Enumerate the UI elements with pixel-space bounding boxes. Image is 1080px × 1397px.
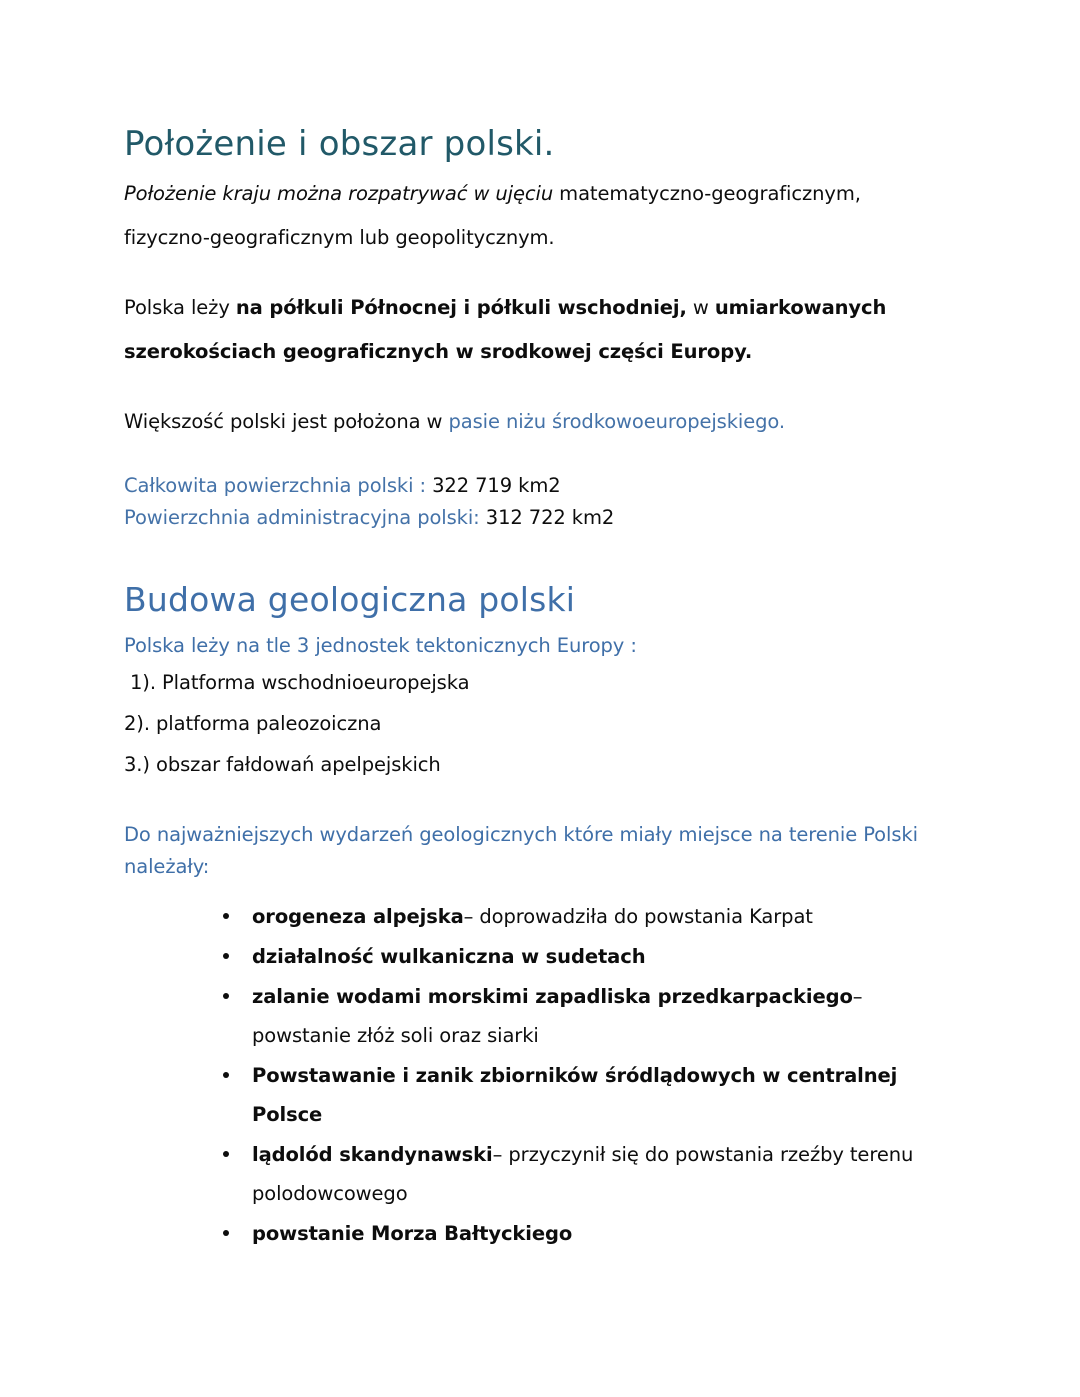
event-term: orogeneza alpejska [252, 904, 464, 928]
bullet-icon [223, 993, 229, 999]
list-item: 3.) obszar fałdowań apelpejskich [124, 752, 441, 776]
event-description: – powstanie złóż soli oraz siarki [252, 984, 863, 1047]
tectonic-intro: Polska leży na tle 3 jednostek tektonicznych Europy : [124, 633, 637, 657]
area-total-line [124, 470, 924, 502]
wiekszosc-plain: Większość polski jest położona w [124, 410, 449, 434]
event-term: zalanie wodami morskimi zapadliska przedkarpackiego [252, 984, 853, 1008]
bullet-icon [223, 913, 229, 919]
bullet-icon [223, 953, 229, 959]
event-term: powstanie Morza Bałtyckiego [252, 1221, 573, 1245]
list-item [223, 1214, 952, 1253]
list-item [223, 1135, 952, 1213]
event-description: – przyczynił się do powstania rzeźby terenu polodowcowego [252, 1142, 914, 1205]
paragraph-polska-lezy [124, 286, 924, 374]
tectonic-units-list [124, 662, 956, 785]
polska-lezy-plain-1: Polska leży [124, 296, 236, 320]
section-title-budowa-geologiczna: Budowa geologiczna polski [124, 580, 576, 620]
page-title: Położenie i obszar polski. [124, 124, 555, 164]
area-total-label: Całkowita powierzchnia polski : [124, 474, 433, 498]
area-administrative-value: 312 722 km2 [485, 506, 615, 530]
polska-lezy-bold-2: umiarkowanych szerokościach geograficznych w srodkowej części Europy. [124, 296, 887, 364]
bullet-icon [223, 1151, 229, 1157]
polska-lezy-bold-1: na półkuli Północnej i półkuli wschodniej, [235, 296, 687, 320]
area-total-value: 322 719 km2 [432, 474, 561, 498]
event-term: Powstawanie i zanik zbiorników śródlądowych w centralnej Polsce [252, 1063, 898, 1126]
geological-events-intro: Do najważniejszych wydarzeń geologicznych które miały miejsce na terenie Polski należały: [124, 822, 918, 878]
bullet-icon [223, 1072, 229, 1078]
event-term: działalność wulkaniczna w sudetach [252, 944, 646, 968]
paragraph-polozenie-kraju [124, 172, 924, 260]
paragraph-italic-lead: Położenie kraju można rozpatrywać w ujęciu [124, 182, 554, 206]
bullet-icon [223, 1230, 229, 1236]
event-description: – doprowadziła do powstania Karpat [463, 904, 813, 928]
list-item [223, 1056, 952, 1134]
wiekszosc-blue-phrase: pasie niżu środkowoeuropejskiego. [448, 410, 786, 434]
list-item: 1). Platforma wschodnioeuropejska [130, 670, 470, 694]
paragraph-plain-tail: matematyczno-geograficznym, fizyczno-geograficznym lub geopolitycznym. [124, 182, 861, 250]
area-administrative-line [124, 502, 924, 534]
list-item [223, 937, 952, 976]
geological-events-list [124, 897, 956, 1253]
list-item [223, 897, 952, 936]
list-item [223, 977, 952, 1055]
area-administrative-label: Powierzchnia administracyjna polski: [124, 506, 486, 530]
list-item: 2). platforma paleozoiczna [124, 711, 382, 735]
paragraph-wiekszosc-polski [124, 400, 924, 444]
polska-lezy-plain-2: w [686, 296, 715, 320]
event-term: lądolód skandynawski [252, 1142, 493, 1166]
